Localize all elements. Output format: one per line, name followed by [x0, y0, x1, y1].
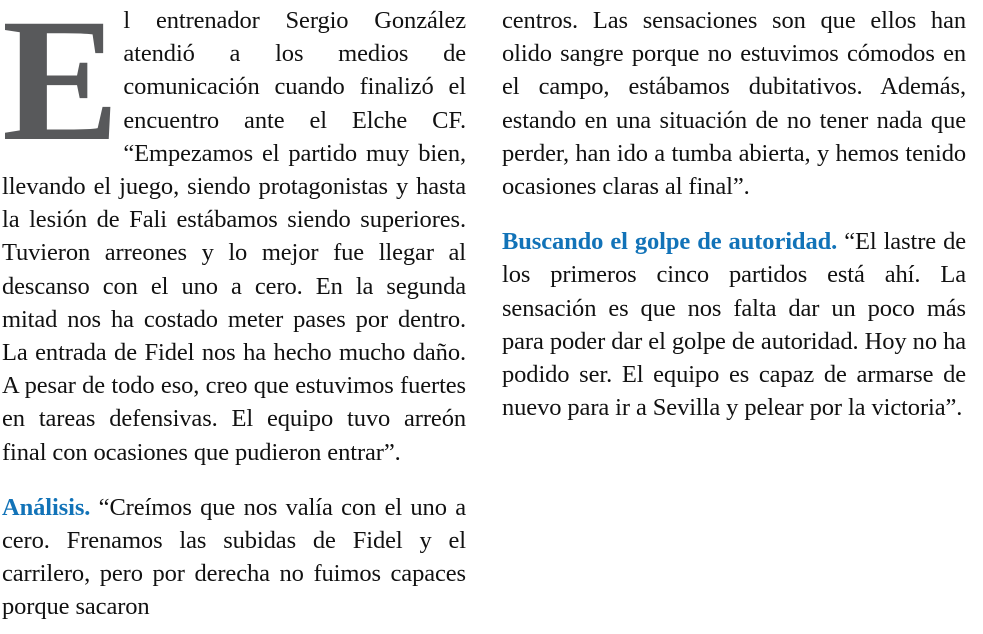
right-column: [502, 4, 966, 634]
runhead-analisis: Análisis.: [2, 493, 91, 521]
paragraph-continuation: [502, 4, 966, 203]
paragraph-intro-text: l entrenador Sergio González atendió a los medios de comunicación cuando finalizó el encuentro ante el Elche CF. “Empezamos el partido muy bien, llevando el juego, siendo protagonistas y hasta la lesión de Fali estábamos siendo superiores. Tuvieron arreones y lo mejor fue llegar al descanso con el uno a cero. En la segunda mitad nos ha costado meter pases por dentro. La entrada de Fidel nos ha hecho mucho daño. A pesar de todo eso, creo que estuvimos fuertes en tareas defensivas. El equipo tuvo arreón final con ocasiones que pudieron entrar”.: [2, 7, 466, 466]
paragraph-intro: [2, 0, 466, 469]
paragraph-golpe-autoridad: [502, 225, 966, 424]
paragraph-golpe-autoridad-text: “El lastre de los primeros cinco partidos está ahí. La sensación es que nos falta dar un poco más para poder dar el golpe de autoridad. Hoy no ha podido ser. El equipo es capaz de armarse de nuevo para ir a Sevilla y pelear por la victoria”.: [502, 228, 967, 422]
paragraph-analisis-text: “Creímos que nos valía con el uno a cero. Frenamos las subidas de Fidel y el carrilero, pero por derecha no fuimos capaces porque sacaron: [2, 493, 466, 621]
paragraph-analisis: [2, 491, 466, 624]
runhead-golpe-autoridad: Buscando el golpe de autoridad.: [502, 228, 838, 256]
paragraph-continuation-text: centros. Las sensaciones son que ellos han olido sangre porque no estuvimos cómodos en el campo, estábamos dubitativos. Además, estando en una situación de no tener nada que perder, han ido a tumba abierta, y hemos tenido ocasiones claras al final”.: [502, 7, 966, 201]
left-column: [2, 0, 466, 634]
drop-cap-letter: E: [2, 0, 116, 178]
